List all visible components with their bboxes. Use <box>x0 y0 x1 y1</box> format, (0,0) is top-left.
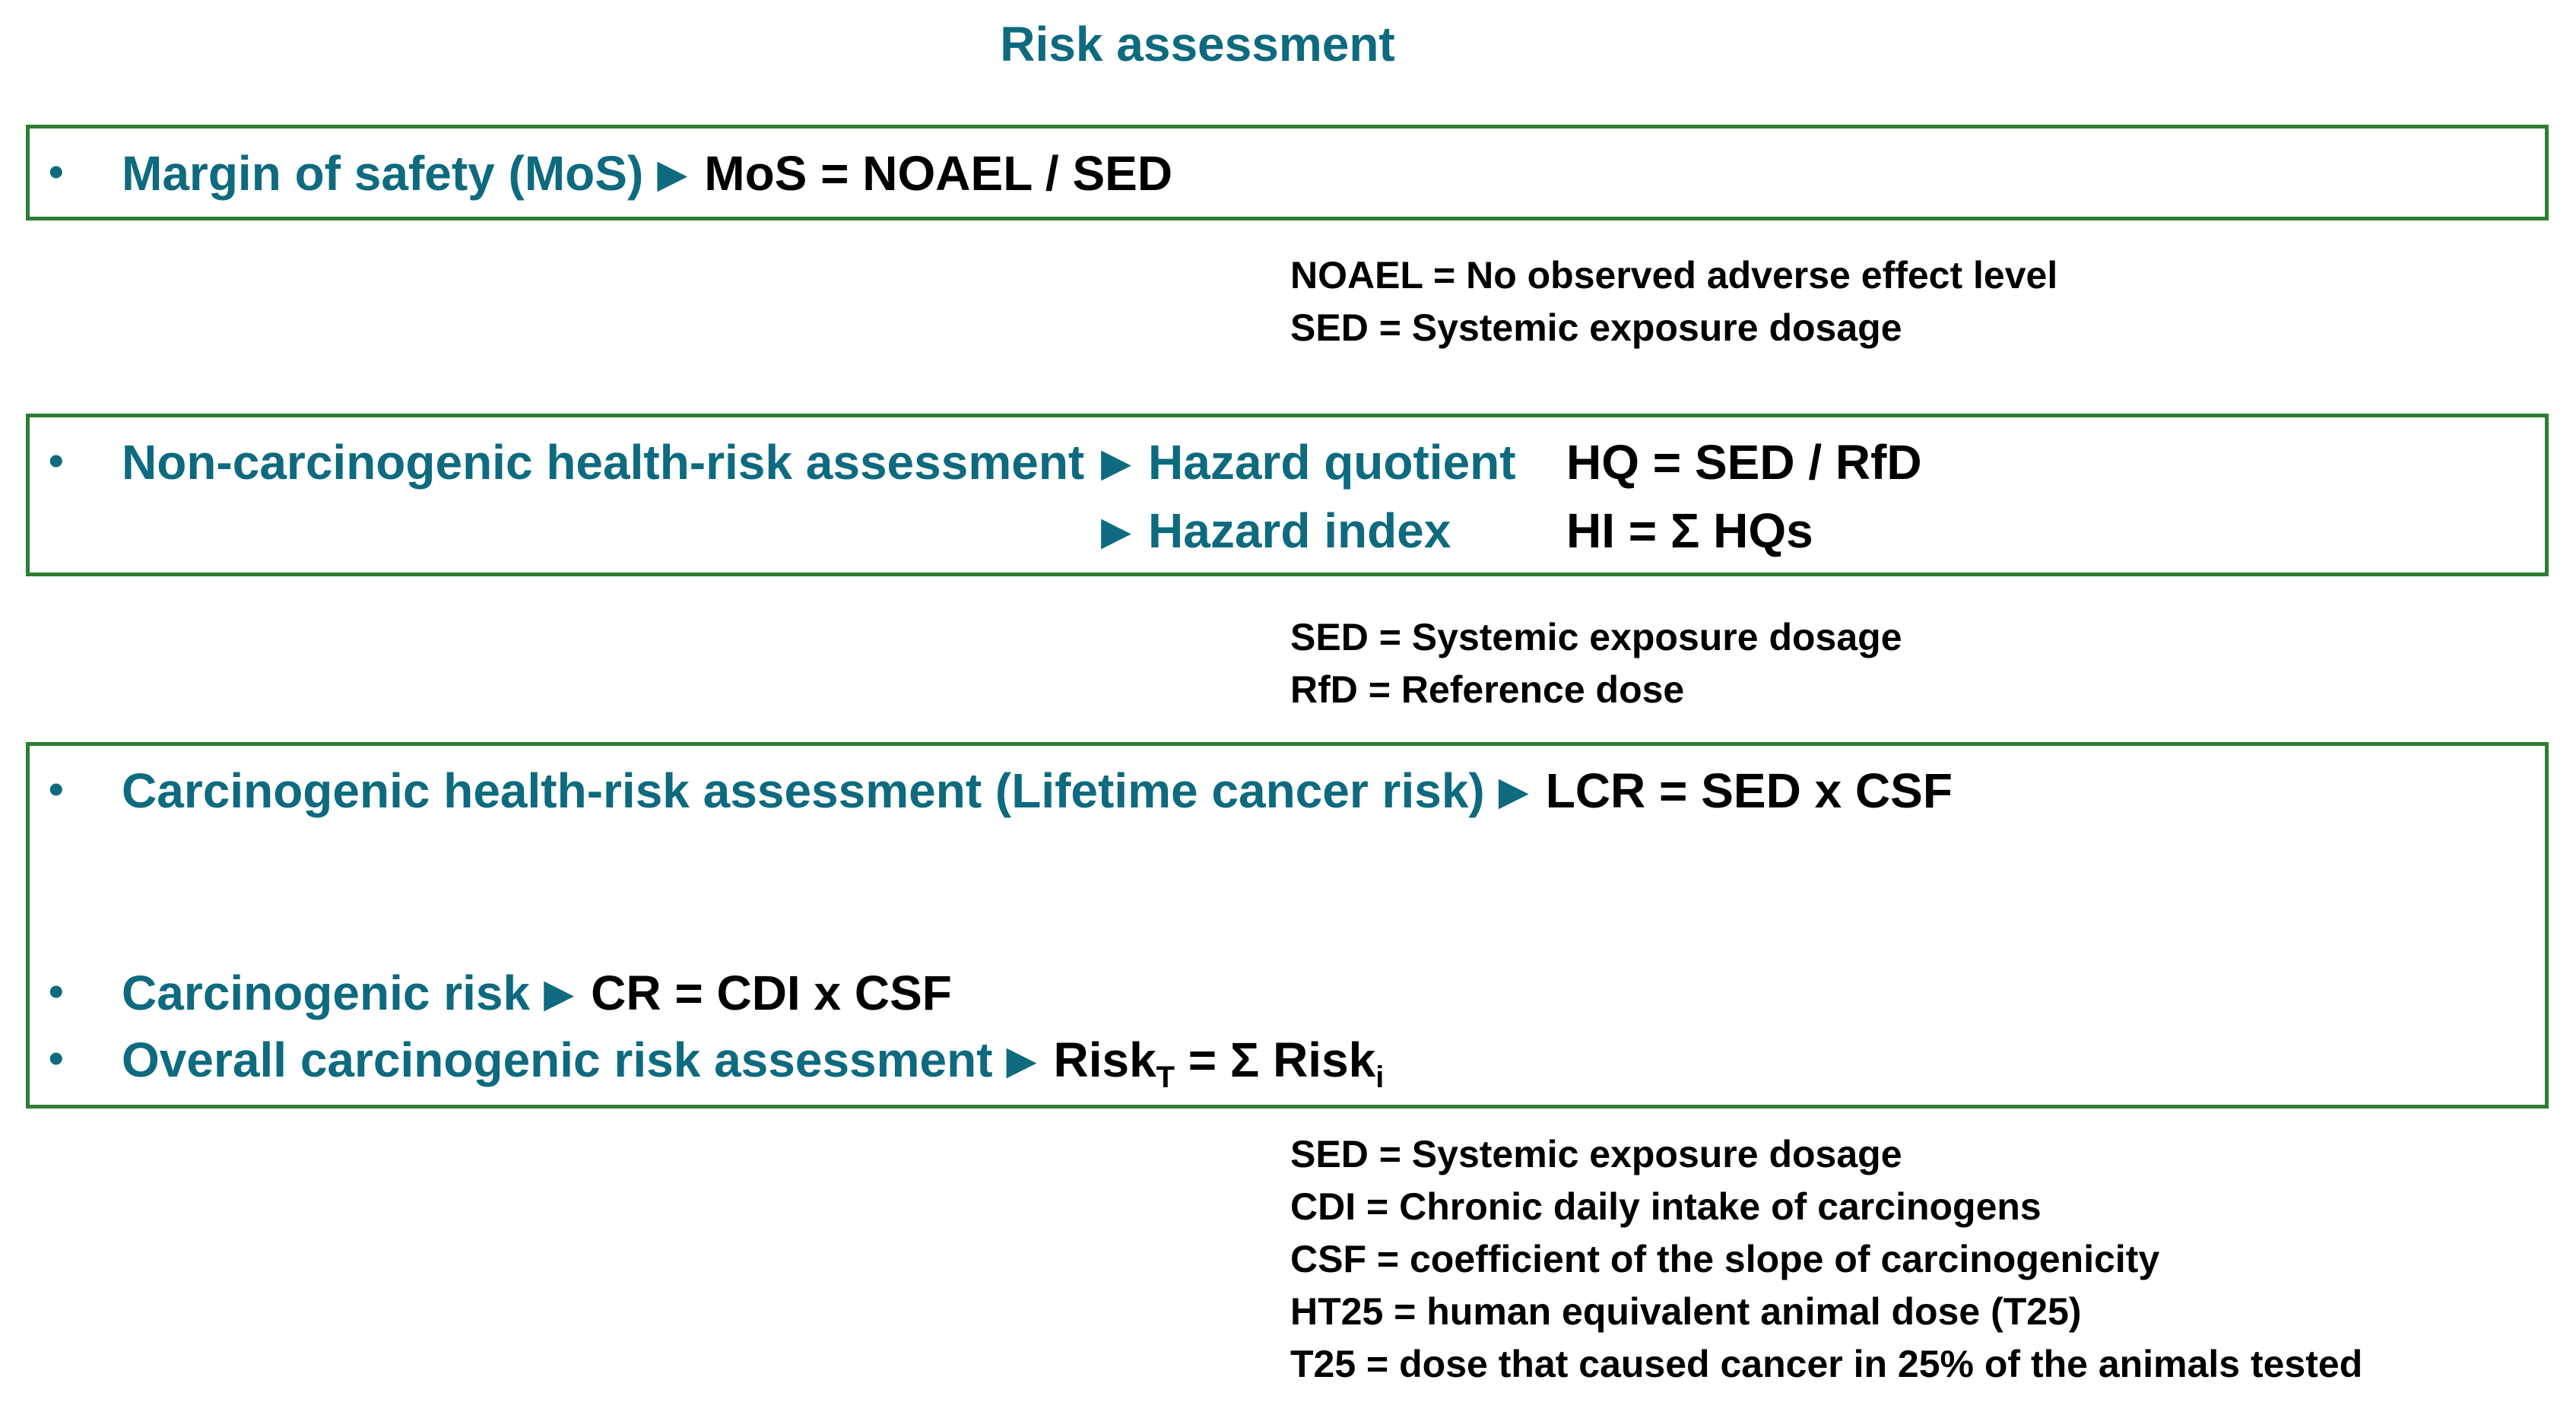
subscript-i: i <box>1375 1060 1385 1094</box>
noncarc-label: Non-carcinogenic health-risk assessment <box>122 435 1085 490</box>
hi-formula-row <box>1566 500 1813 561</box>
cr-label: Carcinogenic risk <box>122 966 531 1020</box>
overall-label: Overall carcinogenic risk assessment <box>122 1032 993 1087</box>
cr-formula: CR = CDI x CSF <box>591 966 952 1020</box>
note-line: CSF = coefficient of the slope of carcinogenicity <box>1290 1238 2160 1280</box>
mos-notes <box>1290 249 2057 354</box>
note-line: NOAEL = No observed adverse effect level <box>1290 254 2058 297</box>
note-line: T25 = dose that caused cancer in 25% of the animals tested <box>1290 1343 2363 1385</box>
note-line: HT25 = human equivalent animal dose (T25) <box>1290 1290 2082 1333</box>
lcr-row <box>122 760 1953 825</box>
arrow-right-icon: ▶ <box>544 972 575 1016</box>
hq-row <box>1101 432 1516 496</box>
hi-row <box>1101 500 1451 565</box>
mos-label: Margin of safety (MoS) <box>122 146 644 201</box>
mos-formula: MoS = NOAEL / SED <box>704 146 1173 201</box>
noncarc-bullet: • <box>49 436 64 484</box>
hi-label: Hazard index <box>1148 503 1451 558</box>
note-line: SED = Systemic exposure dosage <box>1290 616 1902 658</box>
lcr-label: Carcinogenic health-risk assessment (Lifetime cancer risk) <box>122 763 1485 818</box>
note-line: RfD = Reference dose <box>1290 668 1685 711</box>
note-line: SED = Systemic exposure dosage <box>1290 1133 1902 1175</box>
hq-label: Hazard quotient <box>1148 435 1516 490</box>
cr-bullet: • <box>49 967 64 1015</box>
hq-formula-row <box>1566 432 1922 493</box>
noncarc-label-row <box>122 432 1084 493</box>
arrow-right-icon: ▶ <box>657 152 688 196</box>
lcr-formula: LCR = SED x CSF <box>1545 763 1953 818</box>
noncarc-notes <box>1290 611 1902 716</box>
cr-row <box>122 963 952 1027</box>
lcr-bullet: • <box>49 765 64 813</box>
mos-bullet: • <box>49 147 64 195</box>
overall-row <box>122 1029 1384 1097</box>
arrow-right-icon: ▶ <box>1498 769 1529 814</box>
note-line: SED = Systemic exposure dosage <box>1290 306 1902 349</box>
carc-notes <box>1290 1128 2362 1391</box>
mos-row <box>122 143 1172 208</box>
overall-formula <box>1053 1032 1385 1094</box>
arrow-right-icon: ▶ <box>1101 441 1131 485</box>
page-title: Risk assessment <box>1000 17 1395 71</box>
subscript-t: T <box>1156 1060 1175 1094</box>
note-line: CDI = Chronic daily intake of carcinogens <box>1290 1185 2041 1228</box>
arrow-right-icon: ▶ <box>1101 509 1131 554</box>
hi-formula: HI = Σ HQs <box>1566 503 1813 558</box>
arrow-right-icon: ▶ <box>1006 1039 1037 1083</box>
risk-word: Risk <box>1053 1032 1156 1087</box>
overall-bullet: • <box>49 1034 64 1082</box>
equals-sigma-risk: = Σ Risk <box>1174 1032 1376 1087</box>
hq-formula: HQ = SED / RfD <box>1566 435 1922 490</box>
